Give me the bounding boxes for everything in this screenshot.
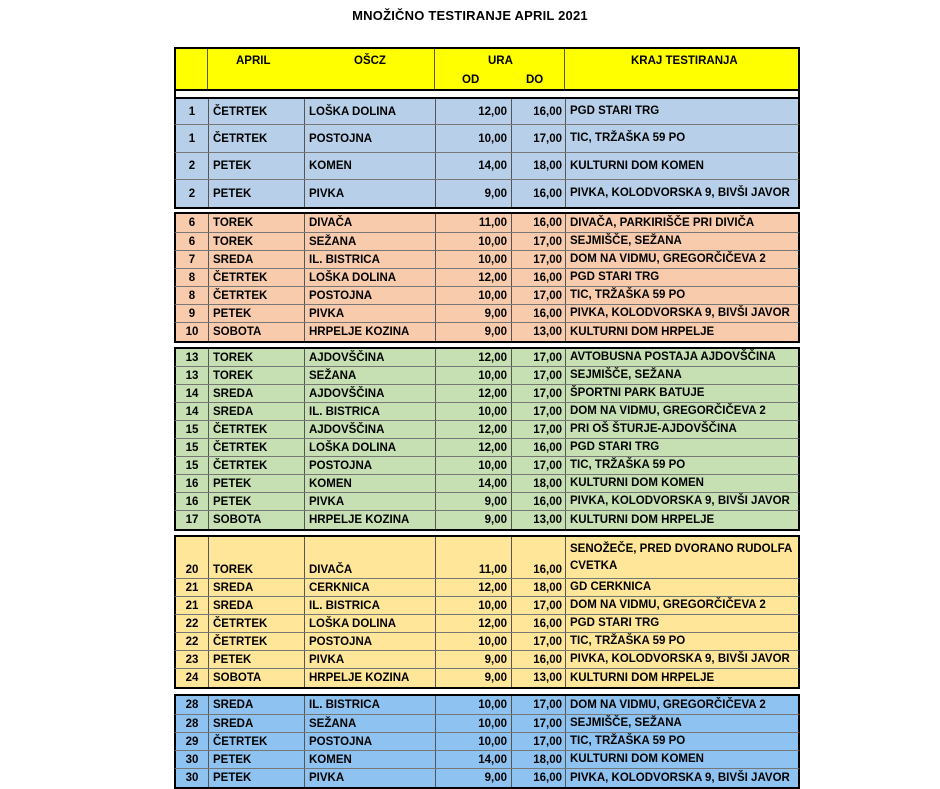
cell-city: PIVKA [305, 180, 436, 207]
cell-do: 17,00 [512, 367, 566, 384]
cell-city: POSTOJNA [305, 633, 436, 650]
cell-weekday: PETEK [209, 751, 305, 768]
cell-city: LOŠKA DOLINA [305, 269, 436, 286]
cell-od: 12,00 [436, 421, 512, 438]
cell-do: 17,00 [512, 715, 566, 732]
cell-weekday: PETEK [209, 180, 305, 207]
table-row [174, 421, 800, 439]
cell-city: KOMEN [305, 153, 436, 179]
cell-weekday: PETEK [209, 153, 305, 179]
cell-location: KULTURNI DOM HRPELJE [570, 513, 715, 526]
table-row [174, 669, 800, 687]
cell-location: DOM NA VIDMU, GREGORČIČEVA 2 [570, 253, 766, 265]
cell-location: KULTURNI DOM KOMEN [570, 753, 704, 765]
cell-weekday: SREDA [209, 251, 305, 268]
cell-city: IL. BISTRICA [305, 251, 436, 268]
cell-day: 14 [176, 403, 209, 420]
cell-location: KULTURNI DOM HRPELJE [570, 671, 715, 684]
cell-location: PIVKA, KOLODVORSKA 9, BIVŠI JAVOR [570, 653, 790, 665]
cell-day: 14 [176, 385, 209, 402]
cell-weekday: ČETRTEK [209, 633, 305, 650]
cell-day: 13 [176, 349, 209, 366]
cell-day: 29 [176, 733, 209, 750]
cell-od: 11,00 [436, 537, 512, 578]
cell-day: 13 [176, 367, 209, 384]
cell-day: 15 [176, 421, 209, 438]
cell-city: POSTOJNA [305, 733, 436, 750]
header-oscz: OŠCZ [354, 55, 386, 67]
cell-day: 22 [176, 633, 209, 650]
cell-location: KULTURNI DOM HRPELJE [570, 325, 715, 338]
cell-day: 2 [176, 153, 209, 179]
cell-city: LOŠKA DOLINA [305, 439, 436, 456]
cell-weekday: PETEK [209, 651, 305, 668]
table-row [174, 153, 800, 180]
cell-do: 17,00 [512, 457, 566, 474]
cell-od: 11,00 [436, 214, 512, 232]
cell-od: 10,00 [436, 125, 512, 152]
cell-weekday: ČETRTEK [209, 99, 305, 124]
cell-location: PIVKA, KOLODVORSKA 9, BIVŠI JAVOR [570, 307, 790, 319]
cell-weekday: SREDA [209, 696, 305, 714]
cell-weekday: PETEK [209, 769, 305, 787]
cell-city: POSTOJNA [305, 125, 436, 152]
cell-do: 16,00 [512, 651, 566, 668]
cell-location: PGD STARI TRG [570, 105, 660, 117]
cell-weekday: SREDA [209, 715, 305, 732]
table-row [174, 511, 800, 529]
table-row [174, 99, 800, 125]
cell-weekday: SOBOTA [209, 323, 305, 341]
cell-weekday: PETEK [209, 493, 305, 510]
cell-location: KULTURNI DOM KOMEN [570, 159, 704, 172]
cell-do: 17,00 [512, 349, 566, 366]
cell-city: DIVAČA [305, 537, 436, 578]
cell-od: 9,00 [436, 769, 512, 787]
cell-city: AJDOVŠČINA [305, 421, 436, 438]
table-row [174, 475, 800, 493]
cell-do: 18,00 [512, 475, 566, 492]
table-row [174, 651, 800, 669]
cell-city: IL. BISTRICA [305, 696, 436, 714]
cell-location: TIC, TRŽAŠKA 59 PO [570, 289, 686, 301]
cell-od: 10,00 [436, 633, 512, 650]
cell-day: 10 [176, 323, 209, 341]
cell-weekday: ČETRTEK [209, 287, 305, 304]
cell-day: 1 [176, 99, 209, 124]
header-divider [564, 49, 565, 89]
cell-city: PIVKA [305, 305, 436, 322]
cell-day: 2 [176, 180, 209, 207]
cell-day: 8 [176, 287, 209, 304]
cell-weekday: ČETRTEK [209, 733, 305, 750]
cell-day: 6 [176, 214, 209, 232]
table-row [174, 251, 800, 269]
cell-weekday: ČETRTEK [209, 269, 305, 286]
cell-od: 10,00 [436, 287, 512, 304]
cell-do: 13,00 [512, 669, 566, 687]
cell-location: PGD STARI TRG [570, 271, 660, 283]
cell-day: 24 [176, 669, 209, 687]
cell-day: 15 [176, 439, 209, 456]
table-header [174, 47, 800, 91]
cell-day: 17 [176, 511, 209, 529]
cell-day: 16 [176, 475, 209, 492]
table-row [174, 287, 800, 305]
cell-city: IL. BISTRICA [305, 403, 436, 420]
cell-weekday: TOREK [209, 214, 305, 232]
cell-do: 17,00 [512, 403, 566, 420]
cell-od: 14,00 [436, 153, 512, 179]
cell-city: PIVKA [305, 651, 436, 668]
cell-city: AJDOVŠČINA [305, 349, 436, 366]
cell-location: DOM NA VIDMU, GREGORČIČEVA 2 [570, 405, 766, 417]
cell-weekday: TOREK [209, 349, 305, 366]
cell-do: 18,00 [512, 751, 566, 768]
cell-city: HRPELJE KOZINA [305, 511, 436, 529]
cell-weekday: TOREK [209, 233, 305, 250]
table-row [174, 715, 800, 733]
table-row [174, 180, 800, 207]
header-kraj: KRAJ TESTIRANJA [631, 55, 738, 67]
table-row [174, 733, 800, 751]
cell-do: 17,00 [512, 421, 566, 438]
cell-do: 16,00 [512, 439, 566, 456]
cell-do: 16,00 [512, 269, 566, 286]
table-row [174, 323, 800, 341]
table-row [174, 615, 800, 633]
cell-day: 30 [176, 751, 209, 768]
cell-do: 13,00 [512, 511, 566, 529]
header-divider [434, 49, 435, 89]
cell-weekday: TOREK [209, 367, 305, 384]
cell-location: DIVAČA, PARKIRIŠČE PRI DIVIČA [570, 216, 755, 229]
schedule-group [174, 212, 800, 343]
cell-location: PIVKA, KOLODVORSKA 9, BIVŠI JAVOR [570, 495, 790, 507]
cell-city: POSTOJNA [305, 457, 436, 474]
cell-weekday: PETEK [209, 475, 305, 492]
cell-city: PIVKA [305, 493, 436, 510]
cell-do: 17,00 [512, 597, 566, 614]
table-row [174, 579, 800, 597]
cell-city: SEŽANA [305, 367, 436, 384]
cell-od: 9,00 [436, 323, 512, 341]
cell-location: KULTURNI DOM KOMEN [570, 477, 704, 489]
cell-location: AVTOBUSNA POSTAJA AJDOVŠČINA [570, 351, 776, 363]
cell-do: 18,00 [512, 153, 566, 179]
cell-location: SENOŽEČE, PRED DVORANO RUDOLFA CVETKA [570, 542, 792, 572]
table-row [174, 769, 800, 787]
header-april: APRIL [236, 55, 271, 67]
cell-do: 16,00 [512, 537, 566, 578]
cell-day: 20 [176, 537, 209, 578]
cell-od: 9,00 [436, 511, 512, 529]
cell-city: KOMEN [305, 475, 436, 492]
cell-location: PIVKA, KOLODVORSKA 9, BIVŠI JAVOR [570, 187, 790, 199]
cell-location: PRI OŠ ŠTURJE-AJDOVŠČINA [570, 423, 737, 435]
table-row [174, 233, 800, 251]
cell-location: GD CERKNICA [570, 581, 652, 593]
cell-location: DOM NA VIDMU, GREGORČIČEVA 2 [570, 698, 766, 711]
cell-od: 12,00 [436, 439, 512, 456]
cell-od: 10,00 [436, 233, 512, 250]
cell-od: 12,00 [436, 269, 512, 286]
cell-location: TIC, TRŽAŠKA 59 PO [570, 132, 686, 144]
schedule-group [174, 694, 800, 789]
table-row [174, 367, 800, 385]
cell-od: 12,00 [436, 385, 512, 402]
cell-do: 17,00 [512, 385, 566, 402]
cell-do: 16,00 [512, 180, 566, 207]
cell-day: 16 [176, 493, 209, 510]
cell-od: 10,00 [436, 367, 512, 384]
cell-day: 6 [176, 233, 209, 250]
cell-day: 8 [176, 269, 209, 286]
cell-weekday: ČETRTEK [209, 125, 305, 152]
cell-day: 30 [176, 769, 209, 787]
header-do: DO [526, 74, 544, 86]
cell-od: 12,00 [436, 615, 512, 632]
table-row [174, 125, 800, 153]
cell-weekday: PETEK [209, 305, 305, 322]
cell-do: 16,00 [512, 493, 566, 510]
cell-od: 10,00 [436, 733, 512, 750]
cell-city: POSTOJNA [305, 287, 436, 304]
cell-location: TIC, TRŽAŠKA 59 PO [570, 735, 686, 747]
cell-day: 28 [176, 696, 209, 714]
cell-city: SEŽANA [305, 715, 436, 732]
table-row [174, 696, 800, 715]
cell-do: 17,00 [512, 251, 566, 268]
cell-od: 10,00 [436, 715, 512, 732]
cell-weekday: SREDA [209, 579, 305, 596]
cell-city: DIVAČA [305, 214, 436, 232]
cell-location: DOM NA VIDMU, GREGORČIČEVA 2 [570, 599, 766, 611]
cell-location: SEJMIŠČE, SEŽANA [570, 369, 682, 381]
cell-day: 9 [176, 305, 209, 322]
cell-day: 1 [176, 125, 209, 152]
cell-city: HRPELJE KOZINA [305, 323, 436, 341]
cell-location: ŠPORTNI PARK BATUJE [570, 387, 705, 399]
cell-do: 18,00 [512, 579, 566, 596]
header-divider [207, 49, 208, 89]
cell-od: 10,00 [436, 597, 512, 614]
cell-city: CERKNICA [305, 579, 436, 596]
cell-do: 13,00 [512, 323, 566, 341]
header-ura: URA [488, 55, 513, 67]
table-row [174, 305, 800, 323]
cell-weekday: SREDA [209, 403, 305, 420]
cell-day: 23 [176, 651, 209, 668]
cell-day: 7 [176, 251, 209, 268]
cell-weekday: SREDA [209, 597, 305, 614]
schedule-group [174, 97, 800, 209]
cell-location: SEJMIŠČE, SEŽANA [570, 235, 682, 247]
cell-day: 28 [176, 715, 209, 732]
table-row [174, 633, 800, 651]
cell-od: 10,00 [436, 457, 512, 474]
cell-od: 12,00 [436, 579, 512, 596]
table-row [174, 537, 800, 579]
cell-od: 9,00 [436, 651, 512, 668]
cell-weekday: ČETRTEK [209, 439, 305, 456]
cell-location: PGD STARI TRG [570, 441, 660, 453]
cell-do: 17,00 [512, 125, 566, 152]
cell-do: 17,00 [512, 696, 566, 714]
cell-od: 14,00 [436, 751, 512, 768]
cell-weekday: TOREK [209, 537, 305, 578]
cell-city: HRPELJE KOZINA [305, 669, 436, 687]
cell-location: PGD STARI TRG [570, 617, 660, 629]
page-title: MNOŽIČNO TESTIRANJE APRIL 2021 [352, 8, 588, 23]
table-row [174, 214, 800, 233]
cell-od: 10,00 [436, 696, 512, 714]
table-row [174, 751, 800, 769]
cell-weekday: SREDA [209, 385, 305, 402]
cell-weekday: SOBOTA [209, 669, 305, 687]
table-row [174, 493, 800, 511]
cell-day: 21 [176, 579, 209, 596]
cell-city: SEŽANA [305, 233, 436, 250]
table-row [174, 269, 800, 287]
table-row [174, 439, 800, 457]
cell-location: SEJMIŠČE, SEŽANA [570, 717, 682, 729]
cell-city: KOMEN [305, 751, 436, 768]
schedule-group [174, 347, 800, 531]
cell-day: 22 [176, 615, 209, 632]
schedule-group [174, 535, 800, 689]
table-row [174, 597, 800, 615]
cell-weekday: SOBOTA [209, 511, 305, 529]
cell-weekday: ČETRTEK [209, 615, 305, 632]
cell-od: 12,00 [436, 349, 512, 366]
cell-city: IL. BISTRICA [305, 597, 436, 614]
cell-do: 17,00 [512, 287, 566, 304]
cell-od: 10,00 [436, 251, 512, 268]
cell-od: 9,00 [436, 669, 512, 687]
cell-weekday: ČETRTEK [209, 457, 305, 474]
cell-city: LOŠKA DOLINA [305, 99, 436, 124]
table-row [174, 403, 800, 421]
cell-do: 16,00 [512, 615, 566, 632]
cell-do: 17,00 [512, 233, 566, 250]
cell-do: 16,00 [512, 769, 566, 787]
cell-od: 9,00 [436, 493, 512, 510]
cell-day: 15 [176, 457, 209, 474]
cell-location: TIC, TRŽAŠKA 59 PO [570, 635, 686, 647]
cell-do: 16,00 [512, 305, 566, 322]
cell-do: 16,00 [512, 214, 566, 232]
cell-od: 14,00 [436, 475, 512, 492]
schedule-table [174, 47, 800, 789]
cell-location: TIC, TRŽAŠKA 59 PO [570, 459, 686, 471]
header-od: OD [462, 74, 480, 86]
cell-od: 9,00 [436, 180, 512, 207]
cell-od: 10,00 [436, 403, 512, 420]
table-row [174, 457, 800, 475]
cell-od: 9,00 [436, 305, 512, 322]
table-row [174, 349, 800, 367]
cell-do: 17,00 [512, 733, 566, 750]
cell-day: 21 [176, 597, 209, 614]
cell-city: PIVKA [305, 769, 436, 787]
cell-city: AJDOVŠČINA [305, 385, 436, 402]
cell-weekday: ČETRTEK [209, 421, 305, 438]
cell-do: 16,00 [512, 99, 566, 124]
table-row [174, 385, 800, 403]
cell-city: LOŠKA DOLINA [305, 615, 436, 632]
cell-do: 17,00 [512, 633, 566, 650]
cell-od: 12,00 [436, 99, 512, 124]
cell-location: PIVKA, KOLODVORSKA 9, BIVŠI JAVOR [570, 771, 790, 784]
